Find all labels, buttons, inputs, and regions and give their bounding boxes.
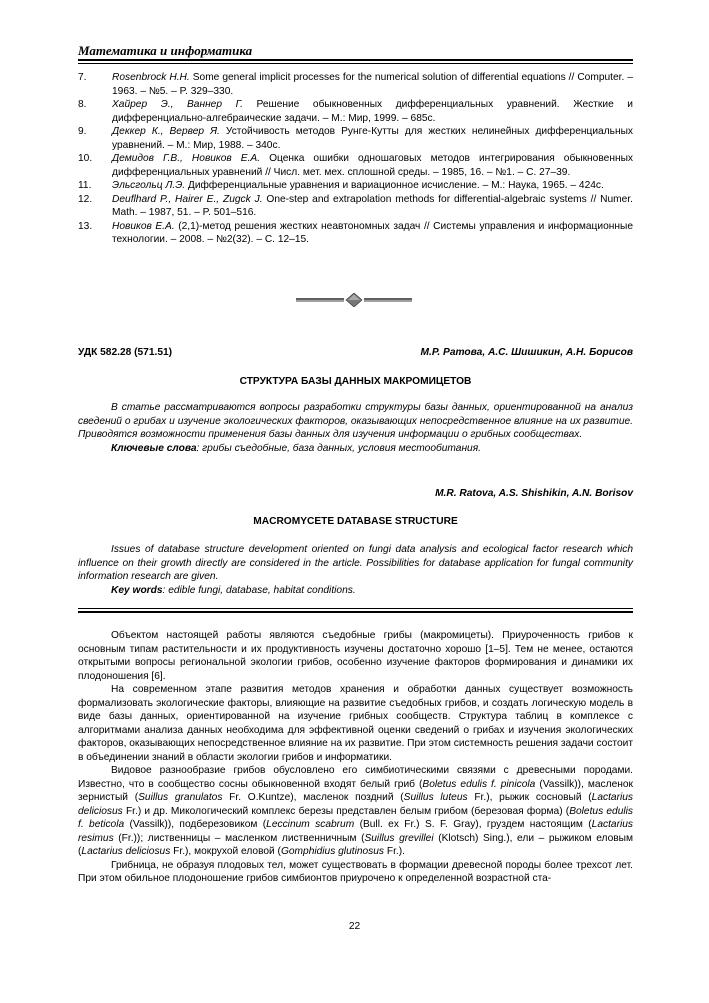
species-name: Gomphidius glutinosus xyxy=(280,846,385,857)
udc-line xyxy=(78,346,633,360)
body-text-run: (Vassilk)), масленок зернистый ( xyxy=(78,778,634,803)
species-name: Lactarius deliciosus xyxy=(78,792,633,817)
reference-author: Демидов Г.В., Новиков Е.А. xyxy=(112,153,261,164)
reference-text xyxy=(112,220,633,247)
reference-text xyxy=(112,98,633,125)
reference-number: 10. xyxy=(78,153,93,164)
keywords-ru-label: Ключевые слова xyxy=(111,442,197,454)
reference-body: One-step and extrapolation methods for differential-algebraic systems // Numer. Math. – 1987, 51. – P. 501–516. xyxy=(112,193,633,218)
reference-text xyxy=(112,179,633,193)
title-en: MACROMYCETE DATABASE STRUCTURE xyxy=(253,516,458,527)
reference-body: Устойчивость методов Рунге-Кутты для жестких нелинейных дифференциальных уравнений. – М.: Мир, 1988. – 340с. xyxy=(112,126,633,151)
reference-item xyxy=(78,125,633,152)
authors-en: M.R. Ratova, A.S. Shishikin, A.N. Borisov xyxy=(435,488,633,499)
reference-author: Деккер К., Вервер Я. xyxy=(112,126,220,137)
reference-text xyxy=(112,152,633,179)
authors-ru: М.Р. Ратова, А.С. Шишикин, А.Н. Борисов xyxy=(420,347,633,358)
reference-text xyxy=(112,71,633,98)
reference-body: Some general implicit processes for the numerical solution of differential equations // Computer. – 1963. – №5. – P. 329–330. xyxy=(112,72,633,97)
reference-author: Хайрер Э., Ваннер Г. xyxy=(112,99,243,110)
body-text-run: (Fr.)); лиственницы – масленком лиственничным ( xyxy=(113,832,365,844)
species-name: Lactarius deliciosus xyxy=(81,846,171,857)
header-rule-thin xyxy=(78,63,633,64)
keywords-en xyxy=(78,584,633,598)
body-text-run: Fr. O.Kuntze), масленок поздний ( xyxy=(222,792,404,803)
reference-body: Решение обыкновенных дифференциальных уравнений. Жесткие и дифференциально-алгебраические задачи. – М.: Мир, 1999. – 685с. xyxy=(112,99,633,124)
species-name: Suillus luteus xyxy=(403,792,468,803)
reference-body: Дифференциальные уравнения и вариационное исчисление. – М.: Наука, 1965. – 424с. xyxy=(185,180,604,191)
keywords-ru xyxy=(78,442,633,456)
reference-item xyxy=(78,220,633,247)
abstract-separator xyxy=(78,608,633,613)
species-name: Lactarius resimus xyxy=(78,819,634,844)
header-rule-thick xyxy=(78,59,633,61)
reference-body: Оценка ошибки одношаговых методов интегрирования обыкновенных дифференциальных уравнений // Числ. мет. мех. сплошной среды. – 1985, 16. – №1. – С. 27–39. xyxy=(112,153,633,178)
body-text-run: (Bull. ex Fr.) S. F. Gray), груздем настоящим ( xyxy=(354,819,592,830)
species-name: Boletus edulis f. beticola xyxy=(78,805,633,830)
abstract-en-text: Issues of database structure development oriented on fungi data analysis and ecological factor research which influence on their growth directly are considered in the article. Possibilities for database application for fungal community information research are given. xyxy=(78,544,633,582)
body-text-run: Fr.), мокрухой еловой ( xyxy=(170,846,281,857)
reference-item xyxy=(78,98,633,125)
reference-body: (2,1)-метод решения жестких неавтономных задач // Системы управления и информационные технологии. – 2008. – №2(32). – С. 12–15. xyxy=(112,220,633,245)
body-paragraph: На современном этапе развития методов хранения и обработки данных существует возможность формализовать экологические факторы, влияющие на развитие съедобных грибов, и создать логическую модель в виде базы данных, ориентированной на изучение грибных сообществ. Структура таблиц в комплексе с алгоритмами анализа данных необходима для эффективной оценки сведений о грибах и изучения экологических факторов, оказывающих непосредственное влияние на их развитие. При этом системность решения задачи состоит в объединении знаний в области экологии грибов и информатики. xyxy=(78,684,633,763)
article-body xyxy=(78,629,633,886)
reference-number: 8. xyxy=(78,99,87,110)
keywords-en-label: Key words xyxy=(111,584,163,596)
reference-item xyxy=(78,193,633,220)
page-number: 22 xyxy=(348,921,361,932)
title-ru: СТРУКТУРА БАЗЫ ДАННЫХ МАКРОМИЦЕТОВ xyxy=(239,376,472,387)
section-divider-ornament xyxy=(296,293,412,307)
reference-author: Новиков Е.А. xyxy=(112,220,175,232)
abstract-en xyxy=(78,543,633,597)
body-text-run: (Klotsch) Sing.), ели – рыжиком еловым ( xyxy=(78,832,633,857)
reference-number: 12. xyxy=(78,193,93,205)
species-name: Suillus granulatos xyxy=(138,792,223,803)
journal-title: Математика и информатика xyxy=(78,43,253,58)
reference-item xyxy=(78,152,633,179)
reference-number: 11. xyxy=(78,180,92,191)
abstract-ru-text: В статье рассматриваются вопросы разработки структуры базы данных, ориентированной на анализ сведений о грибах и изучение экологических факторов, оказывающих непосредственное влияние на их развитие. Приводятся возможности применения базы данных для изучения информации о грибных сообществах. xyxy=(78,402,633,440)
reference-number: 7. xyxy=(78,72,87,83)
keywords-ru-text: : грибы съедобные, база данных, условия местообитания. xyxy=(196,442,481,454)
reference-author: Rosenbrock H.H. xyxy=(112,72,190,83)
species-name: Boletus edulis f. pinicola xyxy=(422,778,536,790)
separator-thick xyxy=(78,611,633,613)
body-paragraph: Объектом настоящей работы являются съедобные грибы (макромицеты). Приуроченность грибов к основным типам растительности и их продуктивность изучены достаточно хорошо [1–5]. Тем не менее, остаются открытыми вопросы региональной экологии грибов, особенно изучение факторов формирования и динамики их плодоношения [6]. xyxy=(78,630,633,682)
abstract-ru xyxy=(78,401,633,455)
reference-text xyxy=(112,125,633,152)
body-paragraph: Грибница, не образуя плодовых тел, может существовать в формации древесной породы более трехсот лет. При этом обильное плодоношение грибов симбионтов приурочено к определенной возрастной ста- xyxy=(78,859,633,884)
reference-text xyxy=(112,193,633,220)
body-text-run: Fr.). xyxy=(384,846,405,857)
reference-item xyxy=(78,71,633,98)
body-paragraph xyxy=(78,764,633,859)
keywords-en-text: : edible fungi, database, habitat conditions. xyxy=(162,584,356,596)
body-text-run: Fr.), рыжик сосновый ( xyxy=(467,792,592,803)
species-name: Leccinum scabrum xyxy=(266,819,355,830)
reference-item xyxy=(78,179,633,193)
reference-list xyxy=(78,71,633,247)
body-text-run: Fr.) и др. Микологический комплекс березы представлен белым грибом (березовая форма) ( xyxy=(122,805,570,817)
body-text-run: Видовое разнообразие грибов обусловлено его симбиотическими связями с древесными породами. Известно, что в сообщество сосны обыкновенной входят белый гриб ( xyxy=(78,765,633,790)
reference-number: 13. xyxy=(78,220,93,232)
reference-author: Deuflhard P., Hairer E., Zugck J. xyxy=(112,193,263,205)
udc-code: УДК 582.28 (571.51) xyxy=(78,347,173,358)
reference-number: 9. xyxy=(78,126,87,137)
running-header xyxy=(78,43,633,64)
reference-author: Эльсгольц Л.Э. xyxy=(112,180,186,191)
body-text-run: (Vassilk)), подберезовиком ( xyxy=(124,819,267,830)
species-name: Suillus grevillei xyxy=(364,832,434,844)
separator-thin xyxy=(78,608,633,609)
